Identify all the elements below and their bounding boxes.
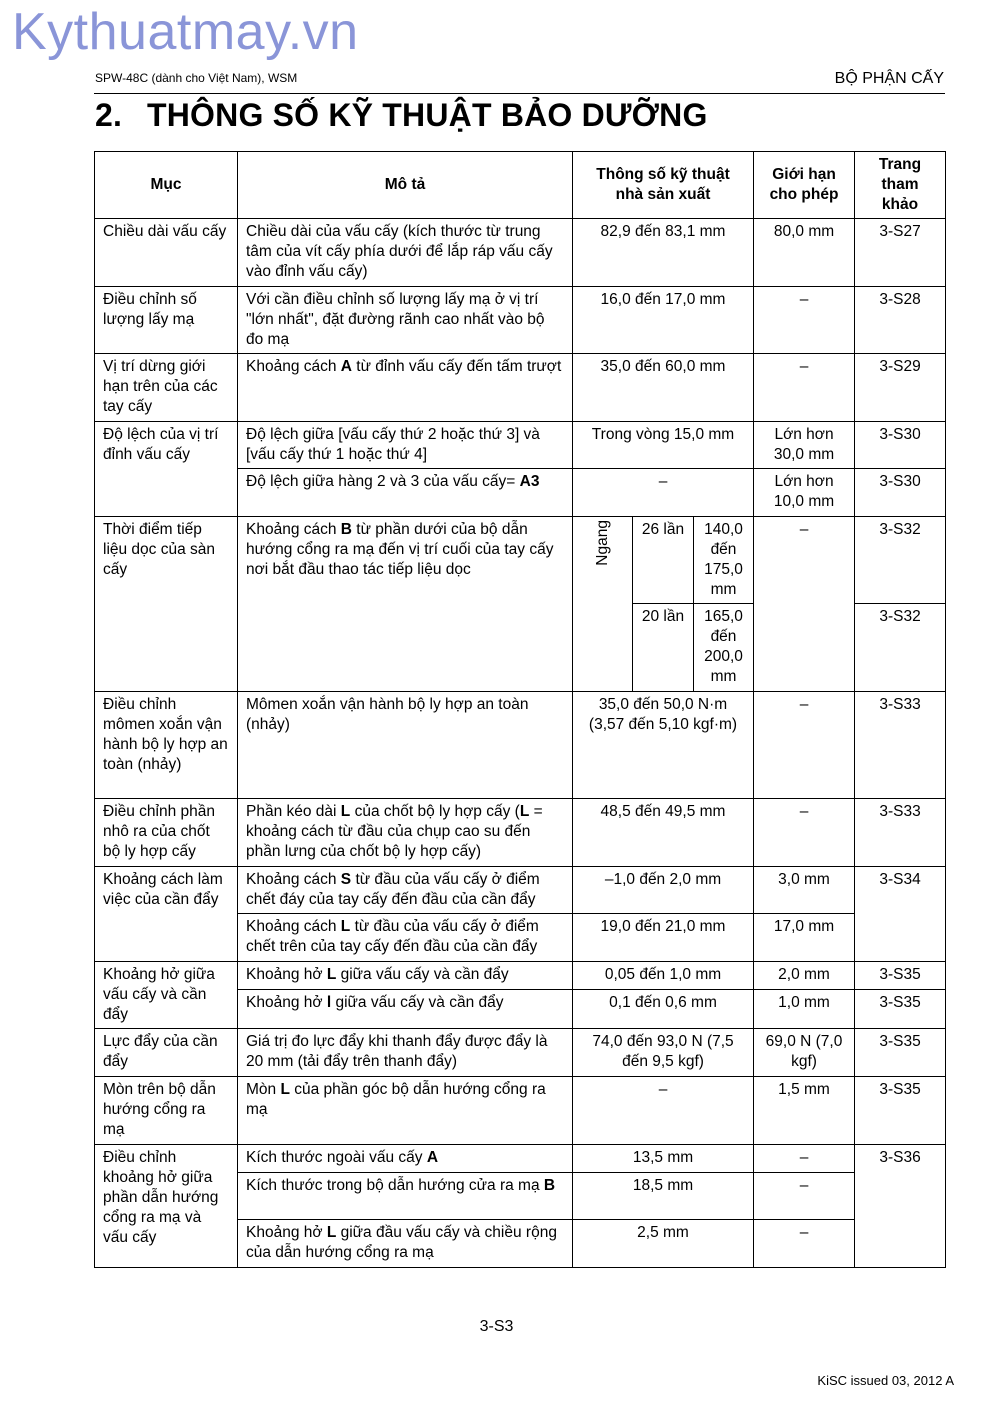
- limit-cell: –: [754, 1173, 855, 1220]
- limit-cell: –: [754, 354, 855, 422]
- spec-cell: 82,9 đến 83,1 mm: [573, 219, 754, 287]
- description-cell: Khoảng cách S từ đầu của vấu cấy ở điểm chết đáy của tay cấy đến đầu của cần đẩy: [238, 867, 573, 914]
- ref-cell: 3-S28: [855, 287, 946, 354]
- description-cell: Độ lệch giữa [vấu cấy thứ 2 hoặc thứ 3] và [vấu cấy thứ 1 hoặc thứ 4]: [238, 422, 573, 469]
- spec-cell: 16,0 đến 17,0 mm: [573, 287, 754, 354]
- page-title: [95, 97, 708, 134]
- item-cell: Điều chỉnh số lượng lấy mạ: [95, 287, 238, 354]
- description-cell: Chiều dài của vấu cấy (kích thước từ trung tâm của vít cấy phía dưới để lắp ráp vấu cấy vào đỉnh vấu cấy): [238, 219, 573, 287]
- limit-cell: Lớn hơn 10,0 mm: [754, 469, 855, 517]
- description-cell: Độ lệch giữa hàng 2 và 3 của vấu cấy= A3: [238, 469, 573, 517]
- description-cell: Phần kéo dài L của chốt bộ ly hợp cấy (L = khoảng cách từ đầu của chụp cao su đến phần lưng của chốt bộ ly hợp cấy): [238, 799, 573, 867]
- limit-cell: –: [754, 799, 855, 867]
- spec-cell: –: [573, 1077, 754, 1145]
- table-row: [95, 422, 946, 469]
- description-cell: Khoảng cách B từ phần dưới của bộ dẫn hướng cổng ra mạ đến vị trí cuối của tay cấy nơi bắt đầu thao tác tiếp liệu dọc: [238, 517, 573, 692]
- spec-cell: Trong vòng 15,0 mm: [573, 422, 754, 469]
- spec-cell: 18,5 mm: [573, 1173, 754, 1220]
- issue-note: KiSC issued 03, 2012 A: [817, 1373, 954, 1388]
- spec-cell: 48,5 đến 49,5 mm: [573, 799, 754, 867]
- item-cell: Khoảng hở giữa vấu cấy và cần đẩy: [95, 962, 238, 1029]
- description-cell: Mômen xoắn vận hành bộ ly hợp an toàn (nhảy): [238, 692, 573, 799]
- table-row: [95, 354, 946, 422]
- ref-cell: 3-S36: [855, 1145, 946, 1268]
- header-limit: Giới hạn cho phép: [754, 152, 855, 219]
- description-cell: Mòn L của phần góc bộ dẫn hướng cổng ra mạ: [238, 1077, 573, 1145]
- table-header-row: [95, 152, 946, 219]
- spec-cell: 13,5 mm: [573, 1145, 754, 1173]
- item-cell: Điều chỉnh mômen xoắn vận hành bộ ly hợp an toàn (nhảy): [95, 692, 238, 799]
- header-divider: [94, 93, 945, 94]
- spec-table: [94, 151, 946, 1268]
- table-row: [95, 1077, 946, 1145]
- spec-cell: 19,0 đến 21,0 mm: [573, 914, 754, 962]
- item-cell: Mòn trên bộ dẫn hướng cổng ra mạ: [95, 1077, 238, 1145]
- description-cell: Khoảng hở L giữa đầu vấu cấy và chiều rộng của dẫn hướng cổng ra mạ: [238, 1220, 573, 1268]
- title-number: 2.: [95, 97, 123, 133]
- item-cell: Điều chỉnh phần nhô ra của chốt bộ ly hợp cấy: [95, 799, 238, 867]
- description-cell: Khoảng hở L giữa vấu cấy và cần đẩy: [238, 962, 573, 990]
- item-cell: Khoảng cách làm việc của cần đẩy: [95, 867, 238, 962]
- spec-cell: 2,5 mm: [573, 1220, 754, 1268]
- ref-cell: 3-S27: [855, 219, 946, 287]
- page-number: 3-S3: [479, 1318, 514, 1335]
- table-row: [95, 219, 946, 287]
- limit-cell: 17,0 mm: [754, 914, 855, 962]
- manual-title: SPW-48C (dành cho Việt Nam), WSM: [95, 71, 298, 85]
- description-cell: Kích thước ngoài vấu cấy A: [238, 1145, 573, 1173]
- ref-cell: 3-S33: [855, 799, 946, 867]
- table-row: [95, 962, 946, 990]
- table-row: [95, 287, 946, 354]
- limit-cell: 2,0 mm: [754, 962, 855, 990]
- table-row: [95, 517, 946, 604]
- limit-cell: –: [754, 287, 855, 354]
- ref-cell: 3-S35: [855, 1077, 946, 1145]
- description-cell: Khoảng cách A từ đỉnh vấu cấy đến tấm trượt: [238, 354, 573, 422]
- ref-cell: 3-S30: [855, 422, 946, 469]
- spec-cell: 74,0 đến 93,0 N (7,5 đến 9,5 kgf): [573, 1029, 754, 1077]
- ref-cell: 3-S33: [855, 692, 946, 799]
- item-cell: Độ lệch của vị trí đỉnh vấu cấy: [95, 422, 238, 517]
- item-cell: Vị trí dừng giới hạn trên của các tay cấy: [95, 354, 238, 422]
- table-row: [95, 1145, 946, 1173]
- ref-cell: 3-S32: [855, 604, 946, 692]
- ref-cell: 3-S35: [855, 1029, 946, 1077]
- description-cell: Kích thước trong bộ dẫn hướng cửa ra mạ B: [238, 1173, 573, 1220]
- limit-cell: –: [754, 517, 855, 692]
- header-spec: Thông số kỹ thuật nhà sản xuất: [573, 152, 754, 219]
- ref-cell: 3-S35: [855, 990, 946, 1029]
- ref-cell: 3-S34: [855, 867, 946, 962]
- header-description: Mô tả: [238, 152, 573, 219]
- times-cell: 20 lần: [633, 604, 694, 692]
- table-row: [95, 692, 946, 799]
- value-cell: 165,0 đến 200,0 mm: [694, 604, 754, 692]
- times-cell: 26 lần: [633, 517, 694, 604]
- spec-cell: –1,0 đến 2,0 mm: [573, 867, 754, 914]
- limit-cell: 69,0 N (7,0 kgf): [754, 1029, 855, 1077]
- limit-cell: –: [754, 692, 855, 799]
- title-text: THÔNG SỐ KỸ THUẬT BẢO DƯỠNG: [147, 97, 708, 133]
- watermark: Kythuatmay.vn: [12, 3, 359, 61]
- item-cell: Chiều dài vấu cấy: [95, 219, 238, 287]
- table-row: [95, 867, 946, 914]
- limit-cell: 80,0 mm: [754, 219, 855, 287]
- item-cell: Lực đẩy của cần đẩy: [95, 1029, 238, 1077]
- header-ref: Trang tham khảo: [855, 152, 946, 219]
- description-cell: Với cần điều chỉnh số lượng lấy mạ ở vị trí "lớn nhất", đặt đường rãnh cao nhất vào bộ đo mạ: [238, 287, 573, 354]
- item-cell: Điều chỉnh khoảng hở giữa phần dẫn hướng cổng ra mạ và vấu cấy: [95, 1145, 238, 1268]
- spec-cell: –: [573, 469, 754, 517]
- ref-cell: 3-S35: [855, 962, 946, 990]
- limit-cell: 1,0 mm: [754, 990, 855, 1029]
- description-cell: Khoảng hở l giữa vấu cấy và cần đẩy: [238, 990, 573, 1029]
- value-cell: 140,0 đến 175,0 mm: [694, 517, 754, 604]
- header-item: Mục: [95, 152, 238, 219]
- spec-cell: 35,0 đến 50,0 N·m (3,57 đến 5,10 kgf·m): [573, 692, 754, 799]
- limit-cell: 3,0 mm: [754, 867, 855, 914]
- ref-cell: 3-S29: [855, 354, 946, 422]
- ref-cell: 3-S32: [855, 517, 946, 604]
- spec-cell: 0,1 đến 0,6 mm: [573, 990, 754, 1029]
- item-cell: Thời điểm tiếp liệu dọc của sàn cấy: [95, 517, 238, 692]
- limit-cell: –: [754, 1145, 855, 1173]
- section-name: BỘ PHẬN CẤY: [834, 70, 944, 87]
- orientation-cell: Ngang: [573, 517, 633, 692]
- limit-cell: 1,5 mm: [754, 1077, 855, 1145]
- description-cell: Giá trị đo lực đẩy khi thanh đẩy được đẩy là 20 mm (tải đẩy trên thanh đẩy): [238, 1029, 573, 1077]
- limit-cell: Lớn hơn 30,0 mm: [754, 422, 855, 469]
- spec-cell: 0,05 đến 1,0 mm: [573, 962, 754, 990]
- description-cell: Khoảng cách L từ đầu của vấu cấy ở điểm chết trên của tay cấy đến đầu của cần đẩy: [238, 914, 573, 962]
- table-row: [95, 799, 946, 867]
- spec-cell: 35,0 đến 60,0 mm: [573, 354, 754, 422]
- limit-cell: –: [754, 1220, 855, 1268]
- ref-cell: 3-S30: [855, 469, 946, 517]
- table-row: [95, 1029, 946, 1077]
